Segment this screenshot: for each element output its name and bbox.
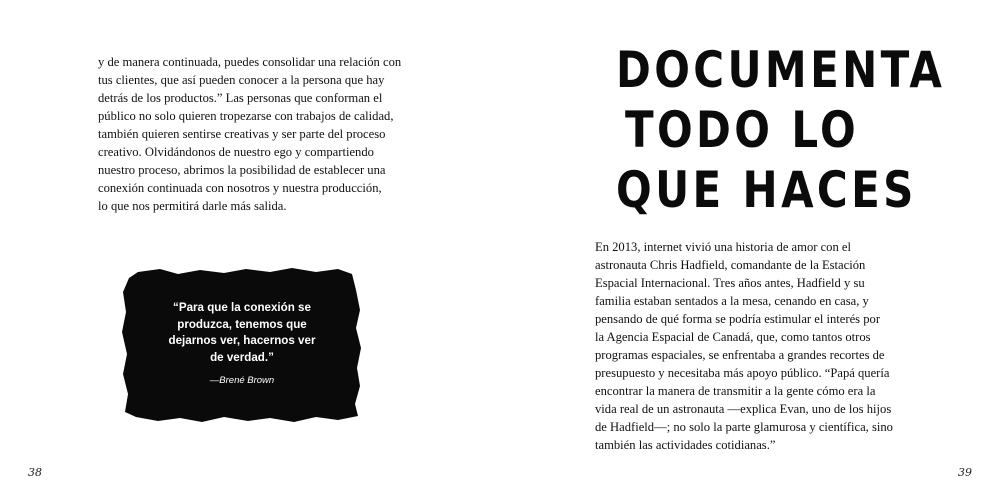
text-line: lo que nos permitirá darle más salida.: [98, 199, 287, 213]
quote-callout: [120, 266, 365, 424]
page-number-right: 39: [958, 466, 972, 479]
text-line: En 2013, internet vivió una historia de amor con el: [595, 240, 852, 254]
text-line: conexión continuada con nosotros y nuestra producción,: [98, 181, 382, 195]
quote-line: produzca, tenemos que: [177, 317, 307, 331]
right-body-paragraph: [595, 238, 905, 454]
text-line: público no solo quieren tropezarse con trabajos de calidad,: [98, 109, 394, 123]
text-line: pensando de qué forma se podría estimular el interés por: [595, 312, 881, 326]
text-line: encontrar la manera de transmitir a la gente cómo era la: [595, 384, 876, 398]
text-line: también las actividades cotidianas.”: [595, 438, 776, 452]
text-line: tus clientes, que así pueden conocer a la persona que hay: [98, 73, 385, 87]
quote-line: de verdad.”: [210, 350, 274, 364]
quote-line: dejarnos ver, hacernos ver: [168, 334, 316, 347]
page-number-left: 38: [28, 466, 42, 479]
chapter-headline: [616, 40, 946, 220]
quote-line: “Para que la conexión se: [173, 301, 311, 314]
text-line: presupuesto y necesitaba más apoyo público. “Papá quería: [595, 366, 890, 380]
text-line: astronauta Chris Hadfield, comandante de la Estación: [595, 258, 866, 272]
text-line: y de manera continuada, puedes consolidar una relación con: [98, 55, 402, 69]
text-line: familia estaban sentados a la mesa, cenando en casa, y: [595, 294, 869, 308]
text-line: también quieren sentirse creativas y ser parte del proceso: [98, 127, 386, 141]
text-line: programas espaciales, se enfrentaba a grandes recortes de: [595, 348, 885, 362]
text-line: vida real de un astronauta —explica Evan, uno de los hijos: [595, 402, 892, 416]
text-line: la Agencia Espacial de Canadá, que, como tantos otros: [595, 330, 871, 344]
quote-attribution: —Brené Brown: [209, 375, 275, 386]
text-line: de Hadfield—; no solo la parte glamurosa y científica, sino: [595, 420, 893, 434]
headline-line: TODO LO: [624, 101, 860, 159]
text-line: Espacial Internacional. Tres años antes, Hadfield y su: [595, 276, 865, 290]
left-body-paragraph: [98, 53, 408, 215]
headline-line: DOCUMENTA: [616, 41, 946, 99]
text-line: detrás de los productos.” Las personas que conforman el: [98, 91, 383, 105]
text-line: nuestro proceso, abrimos la posibilidad de establecer una: [98, 163, 386, 177]
headline-line: QUE HACES: [616, 161, 917, 219]
right-page: [500, 0, 1000, 500]
pull-quote: [142, 300, 342, 366]
text-line: creativo. Olvidándonos de nuestro ego y compartiendo: [98, 145, 374, 159]
